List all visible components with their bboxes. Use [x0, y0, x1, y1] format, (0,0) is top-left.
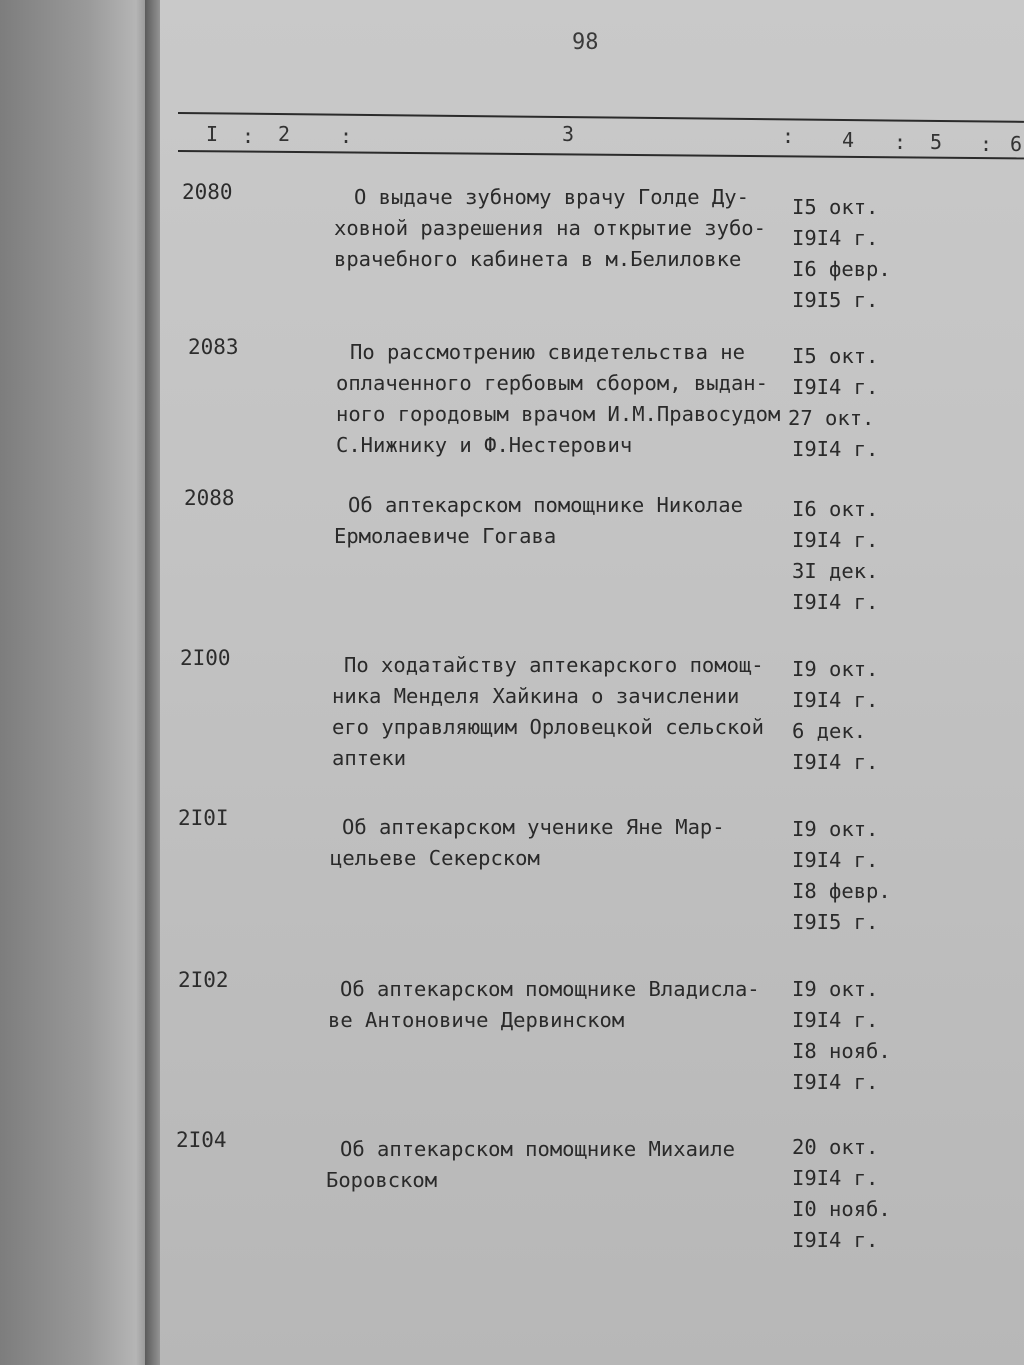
date-line: 6 дек. [792, 719, 867, 743]
date-line: I9 окт. [792, 657, 879, 681]
entry-number: 2I00 [180, 646, 231, 670]
entry-number: 2I04 [176, 1128, 227, 1152]
header-top-rule [178, 112, 1024, 123]
column-header-4: 4 [842, 128, 855, 152]
column-header-5: 5 [930, 130, 943, 154]
column-header-1: I [206, 122, 219, 146]
date-line: I9I4 г. [792, 437, 879, 461]
date-line: I9I4 г. [792, 375, 879, 399]
entry-dates [792, 654, 912, 778]
entry-number: 2080 [182, 180, 233, 204]
entry-number: 2I02 [178, 968, 229, 992]
document-page [160, 0, 1024, 1365]
description-line: Ермолаевиче Гогава [334, 524, 557, 548]
entry-dates [792, 192, 912, 316]
entry-number: 2083 [188, 335, 239, 359]
date-line: I9I4 г. [792, 750, 879, 774]
description-line: Об аптекарском помощнике Николае [348, 493, 743, 517]
description-line: Боровском [326, 1168, 438, 1192]
column-header-6: 6 [1010, 132, 1023, 156]
entry-dates [792, 814, 912, 938]
description-line: По ходатайству аптекарского помощ- [344, 653, 764, 677]
description-line: цельеве Секерском [330, 846, 540, 870]
date-line: I9I4 г. [792, 1070, 879, 1094]
column-separator: : [894, 130, 907, 154]
description-line: С.Нижнику и Ф.Нестерович [336, 433, 633, 457]
entry-dates [792, 974, 912, 1098]
entry-description [326, 1134, 810, 1196]
description-line: аптеки [332, 746, 407, 770]
date-line: I9I5 г. [792, 288, 879, 312]
date-line: I9I4 г. [792, 590, 879, 614]
column-separator: : [782, 124, 795, 148]
entry-description [330, 812, 812, 874]
date-line: I9I4 г. [792, 1228, 879, 1252]
description-line: Об аптекарском помощнике Владисла- [340, 977, 760, 1001]
description-line: ника Менделя Хайкина о зачислении [332, 684, 740, 708]
date-line: I9 окт. [792, 977, 879, 1001]
date-line: I9I5 г. [792, 910, 879, 934]
description-line: Об аптекарском помощнике Михаиле [340, 1137, 735, 1161]
date-line: I9I4 г. [792, 528, 879, 552]
description-line: ховной разрешения на открытие зубо- [334, 216, 766, 240]
facing-page [0, 0, 160, 1365]
entry-dates [788, 341, 912, 465]
description-line: ного городовым врачом И.М.Правосудом [336, 402, 781, 426]
date-line: I0 нояб. [792, 1197, 891, 1221]
date-line: 27 окт. [788, 406, 875, 430]
date-line: I8 февр. [792, 879, 891, 903]
date-line: I5 окт. [792, 344, 879, 368]
entry-dates [792, 1132, 912, 1256]
date-line: I9I4 г. [792, 1166, 879, 1190]
column-header-3: 3 [562, 122, 575, 146]
date-line: 3I дек. [792, 559, 879, 583]
description-line: его управляющим Орловецкой сельской [332, 715, 764, 739]
date-line: 20 окт. [792, 1135, 879, 1159]
date-line: I9 окт. [792, 817, 879, 841]
date-line: I9I4 г. [792, 1008, 879, 1032]
entry-description [334, 182, 824, 275]
description-line: По рассмотрению свидетельства не [350, 340, 745, 364]
date-line: I6 февр. [792, 257, 891, 281]
date-line: I9I4 г. [792, 688, 879, 712]
description-line: ве Антоновиче Дервинском [328, 1008, 625, 1032]
entry-dates [792, 494, 912, 618]
date-line: I6 окт. [792, 497, 879, 521]
entry-description [328, 974, 810, 1036]
description-line: О выдаче зубному врачу Голде Ду- [354, 185, 749, 209]
date-line: I8 нояб. [792, 1039, 891, 1063]
date-line: I5 окт. [792, 195, 879, 219]
description-line: оплаченного гербовым сбором, выдан- [336, 371, 768, 395]
column-separator: : [242, 124, 255, 148]
column-separator: : [340, 124, 353, 148]
description-line: врачебного кабинета в м.Белиловке [334, 247, 742, 271]
description-line: Об аптекарском ученике Яне Мар- [342, 815, 725, 839]
date-line: I9I4 г. [792, 226, 879, 250]
entry-description [334, 490, 818, 552]
entry-description [336, 337, 820, 461]
column-header-2: 2 [278, 122, 291, 146]
column-separator: : [980, 132, 993, 156]
page-number: 98 [572, 30, 599, 55]
entry-number: 2I0I [178, 806, 229, 830]
entry-description [332, 650, 814, 774]
entry-number: 2088 [184, 486, 235, 510]
date-line: I9I4 г. [792, 848, 879, 872]
